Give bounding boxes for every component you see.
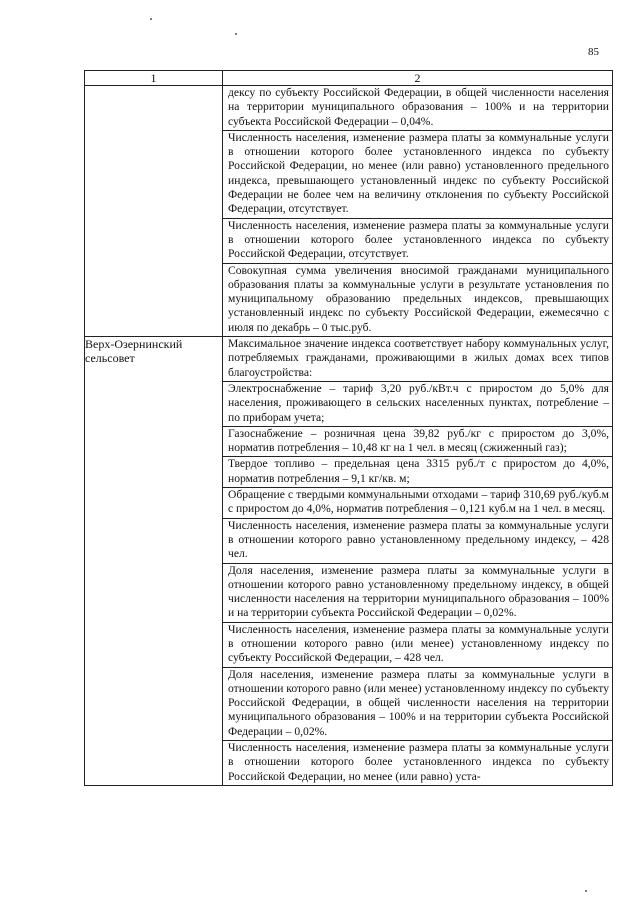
paragraph: Численность населения, изменение размера платы за коммунальные услуги в отношении которого более установленного индекса по субъекту Российской Федерации, отсутствует. <box>223 218 612 263</box>
scan-speck <box>150 18 152 20</box>
paragraph: Максимальное значение индекса соответствует набору коммунальных услуг, потребляемых гражданами, проживающими в жилых домах всех типов благоустройства: <box>228 337 609 379</box>
paragraph: Обращение с твердыми коммунальными отходами – тариф 310,69 руб./куб.м с приростом до 4,0%, норматив потребления – 0,121 куб.м на 1 чел. в месяц. <box>223 487 612 518</box>
region-cell: Верх-Озернинский сельсовет <box>85 337 223 786</box>
paragraph: Твердое топливо – предельная цена 3315 руб./т с приростом до 4,0%, норматив потребления – 9,1 кг/кв. м; <box>223 456 612 487</box>
table-row <box>85 337 613 786</box>
column-header-2: 2 <box>223 71 613 86</box>
description-cell <box>223 337 613 786</box>
page-number: 85 <box>588 46 599 58</box>
scan-speck <box>585 890 587 892</box>
paragraph: Численность населения, изменение размера платы за коммунальные услуги в отношении которого более установленного индекса по субъекту Российской Федерации, но менее (или равно) установленного предельного индекса, превышающего установленный индекс по субъекту Российской Федерации не более чем на величину отклонения по субъекту Российской Федерации, отсутствует. <box>223 130 612 218</box>
document-table <box>84 70 613 786</box>
paragraph: Доля населения, изменение размера платы за коммунальные услуги в отношении которого равно (или менее) установленному индексу по субъекту Российской Федерации, в общей численности населения на территории муниципального образования – 100% и на территории субъекта Российской Федерации – 0,02%. <box>223 667 612 740</box>
paragraph: Численность населения, изменение размера платы за коммунальные услуги в отношении которого равно (или менее) установленному индексу по субъекту Российской Федерации, – 428 чел. <box>223 622 612 667</box>
description-cell <box>223 86 613 337</box>
paragraph: Численность населения, изменение размера платы за коммунальные услуги в отношении которого равно установленному предельному индексу, – 428 чел. <box>223 518 612 563</box>
paragraph: Газоснабжение – розничная цена 39,82 руб./кг с приростом до 3,0%, норматив потребления – 10,48 кг на 1 чел. в месяц (сжиженный газ); <box>223 426 612 457</box>
region-cell <box>85 86 223 337</box>
scan-speck <box>235 33 237 35</box>
paragraph: Электроснабжение – тариф 3,20 руб./кВт.ч с приростом до 5,0% для населения, проживающего в сельских населенных пунктах, потребление – по приборам учета; <box>223 381 612 426</box>
column-header-1: 1 <box>85 71 223 86</box>
paragraph: Совокупная сумма увеличения вносимой гражданами муниципального образования платы за коммунальные услуги в результате установления по муниципальному образованию предельных индексов, превышающих установленный индекс по субъекту Российской Федерации, ежемесячно с июля по декабрь – 0 тыс.руб. <box>223 263 612 336</box>
table-row <box>85 86 613 337</box>
paragraph: Доля населения, изменение размера платы за коммунальные услуги в отношении которого равно установленному предельному индексу, в общей численности населения на территории муниципального образования – 100% и на территории субъекта Российской Федерации – 0,02%. <box>223 563 612 622</box>
table-header-row <box>85 71 613 86</box>
paragraph: дексу по субъекту Российской Федерации, в общей численности населения на территории муниципального образования – 100% и на территории субъекта Российской Федерации – 0,04%. <box>228 86 609 128</box>
paragraph: Численность населения, изменение размера платы за коммунальные услуги в отношении которого более установленного индекса по субъекту Российской Федерации, но менее (или равно) уста- <box>223 740 612 785</box>
